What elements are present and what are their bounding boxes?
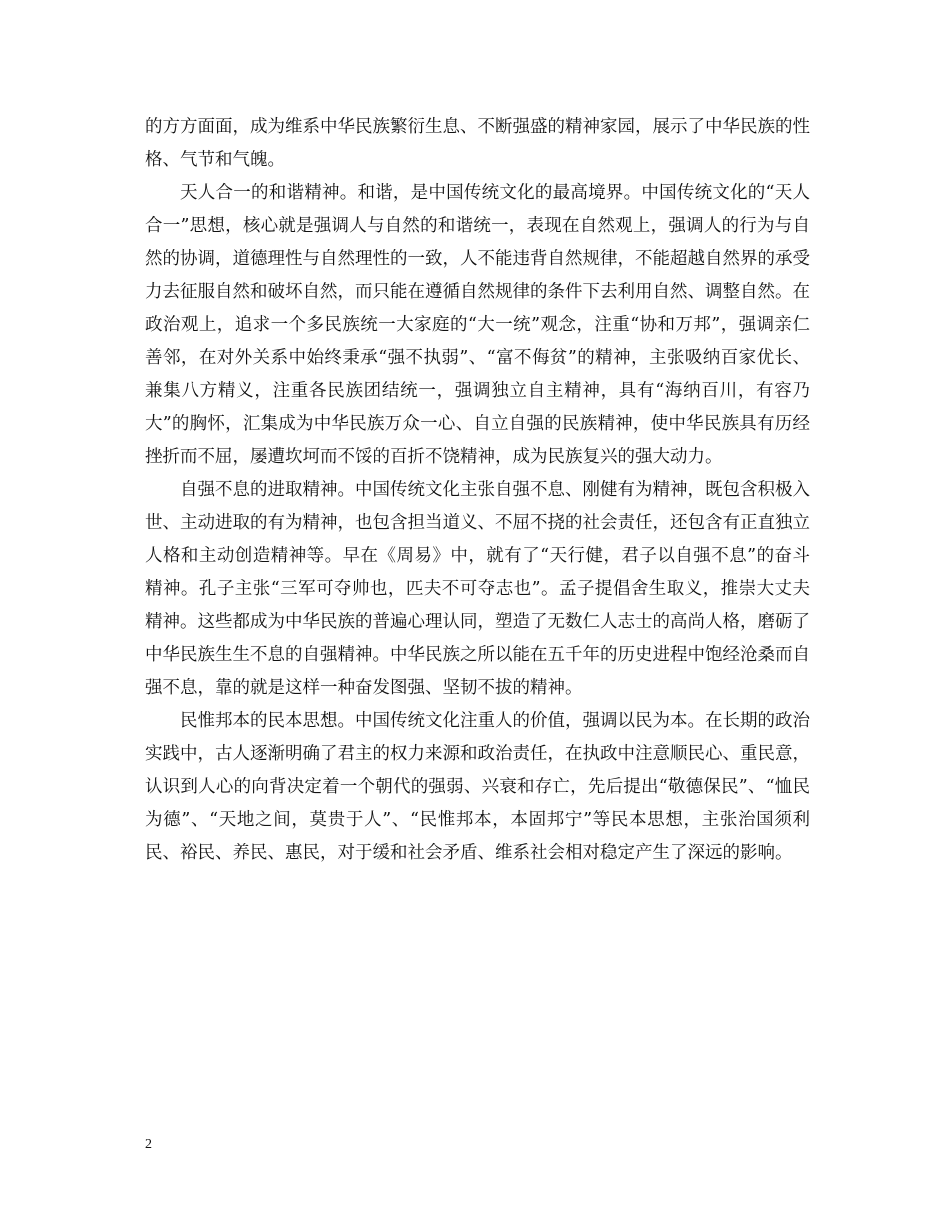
paragraph-people-based: 民惟邦本的民本思想。中国传统文化注重人的价值，强调以民为本。在长期的政治实践中，古人逐渐明确了君主的权力来源和政治责任，在执政中注意顺民心、重民意，认识到人心的向背决定着一个朝代的强弱、兴衰和存亡，先后提出“敬德保民”、“恤民为德”、“天地之间，莫贵于人”、“民惟邦本，本固邦宁”等民本思想，主张治国须利民、裕民、养民、惠民，对于缓和社会矛盾、维系社会相对稳定产生了深远的影响。 bbox=[145, 711, 810, 863]
page-number: 2 bbox=[145, 1137, 152, 1152]
paragraph-self-strengthening: 自强不息的进取精神。中国传统文化主张自强不息、刚健有为精神，既包含积极入世、主动进取的有为精神，也包含担当道义、不屈不挠的社会责任，还包含有正直独立人格和主动创造精神等。早在《周易》中，就有了“天行健，君子以自强不息”的奋斗精神。孔子主张“三军可夺帅也，匹夫不可夺志也”。孟子提倡舍生取义，推崇大丈夫精神。这些都成为中华民族的普遍心理认同，塑造了无数仁人志士的高尚人格，磨砺了中华民族生生不息的自强精神。中华民族之所以能在五千年的历史进程中饱经沧桑而自强不息，靠的就是这样一种奋发图强、坚韧不拔的精神。 bbox=[145, 480, 810, 698]
body-text bbox=[145, 111, 810, 870]
paragraph-harmony: 天人合一的和谐精神。和谐，是中国传统文化的最高境界。中国传统文化的“天人合一”思想，核心就是强调人与自然的和谐统一，表现在自然观上，强调人的行为与自然的协调，道德理性与自然理性的一致，人不能违背自然规律，不能超越自然界的承受力去征服自然和破坏自然，而只能在遵循自然规律的条件下去利用自然、调整自然。在政治观上，追求一个多民族统一大家庭的“大一统”观念，注重“协和万邦”，强调亲仁善邻，在对外关系中始终秉承“强不执弱”、“富不侮贫”的精神，主张吸纳百家优长、兼集八方精义，注重各民族团结统一，强调独立自主精神，具有“海纳百川，有容乃大”的胸怀，汇集成为中华民族万众一心、自立自强的民族精神，使中华民族具有历经挫折而不屈，屡遭坎坷而不馁的百折不饶精神，成为民族复兴的强大动力。 bbox=[145, 183, 810, 467]
paragraph-continuation: 的方方面面，成为维系中华民族繁衍生息、不断强盛的精神家园，展示了中华民族的性格、气节和气魄。 bbox=[145, 117, 810, 170]
